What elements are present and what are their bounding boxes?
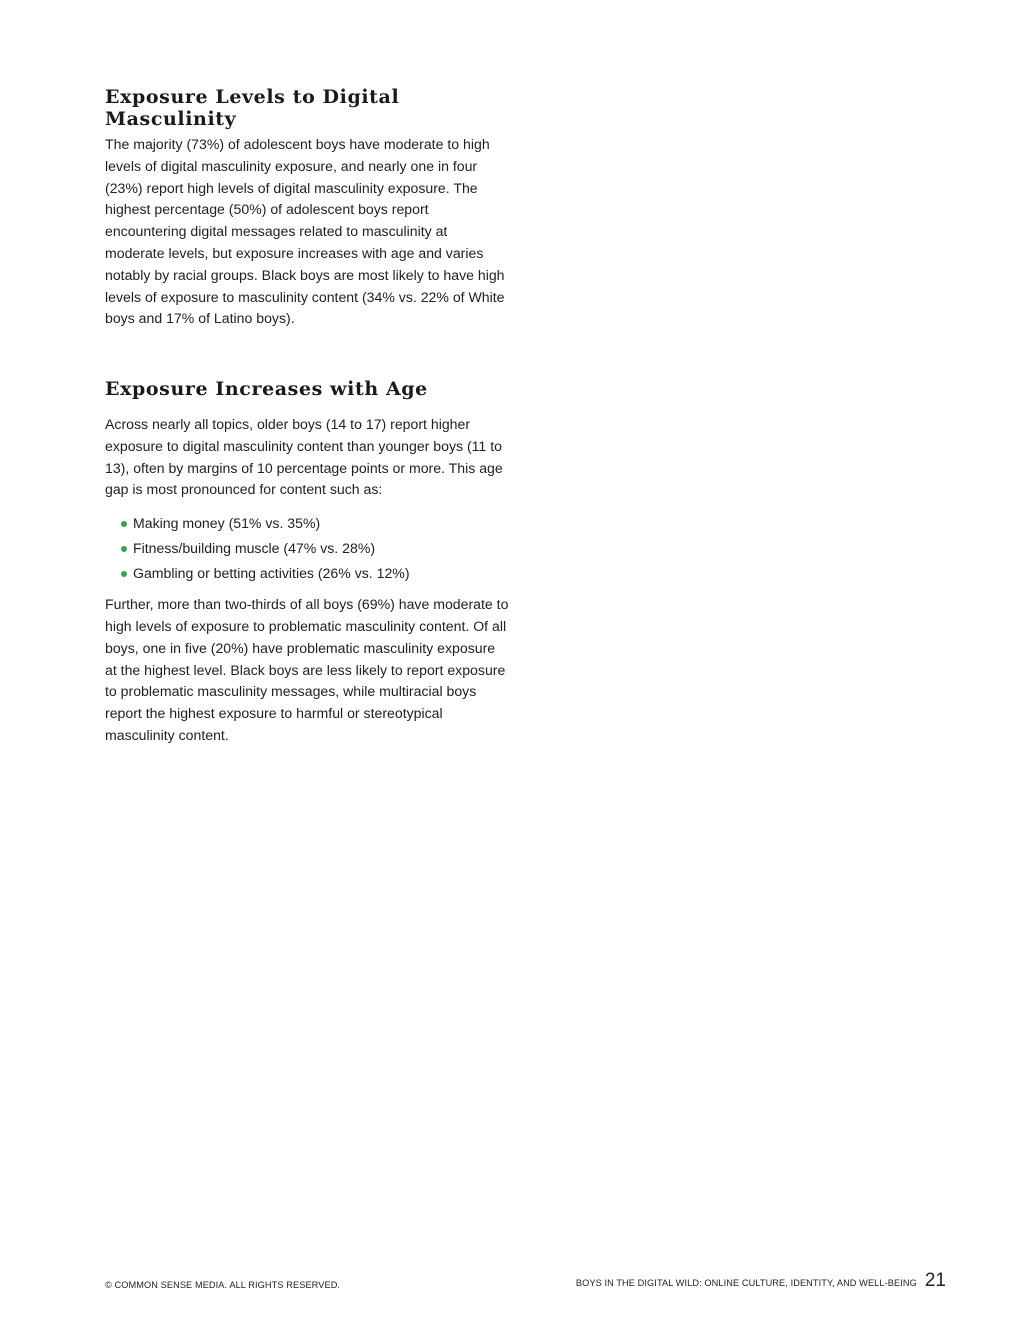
exposure-levels-text-block [105,134,510,330]
section-exposure-age [105,378,510,400]
section-heading-exposure-age: Exposure Increases with Age [105,378,428,400]
exposure-age-closing-paragraph: Further, more than two-thirds of all boys (69%) have moderate to high levels of exposure to problematic masculinity content. Of all boys, one in five (20%) have problematic masculinity exposure at the highest level. Black boys are less likely to report exposure to problematic masculinity messages, while multiracial boys report the highest exposure to harmful or stereotypical masculinity content. [105,596,509,743]
section-heading-exposure-levels: Exposure Levels to Digital Masculinity [105,86,400,130]
bullet-item [105,511,510,536]
page-number: 21 [924,1270,946,1291]
section-exposure-levels [105,86,510,130]
bullet-dot-icon [121,571,127,577]
exposure-age-intro-paragraph: Across nearly all topics, older boys (14 to 17) report higher exposure to digital masculinity content than younger boys (11 to 13), often by margins of 10 percentage points or more. This age gap is most pronounced for content such as: [105,416,503,498]
footer-report-title: BOYS IN THE DIGITAL WILD: ONLINE CULTURE, IDENTITY, AND WELL-BEING [575,1278,917,1288]
exposure-levels-paragraph: The majority (73%) of adolescent boys have moderate to high levels of digital masculinity exposure, and nearly one in four (23%) report high levels of digital masculinity exposure. The highest percentage (50%) of adolescent boys report encountering digital messages related to masculinity at moderate levels, but exposure increases with age and varies notably by racial groups. Black boys are most likely to have high levels of exposure to masculinity content (34% vs. 22% of White boys and 17% of Latino boys). [105,136,505,327]
bullet-dot-icon [121,546,127,552]
bullet-item [105,536,510,561]
bullet-dot-icon [121,521,127,527]
bullet-item [105,561,510,586]
footer-copyright: © COMMON SENSE MEDIA. ALL RIGHTS RESERVED. [105,1280,341,1290]
bullet-item-text: Making money (51% vs. 35%) [133,515,321,532]
exposure-age-text-block [105,414,510,747]
age-gap-bullet-list [105,511,510,586]
bullet-item-text: Gambling or betting activities (26% vs. 12%) [133,565,410,582]
footer-right [576,1270,946,1292]
bullet-item-text: Fitness/building muscle (47% vs. 28%) [133,540,376,557]
